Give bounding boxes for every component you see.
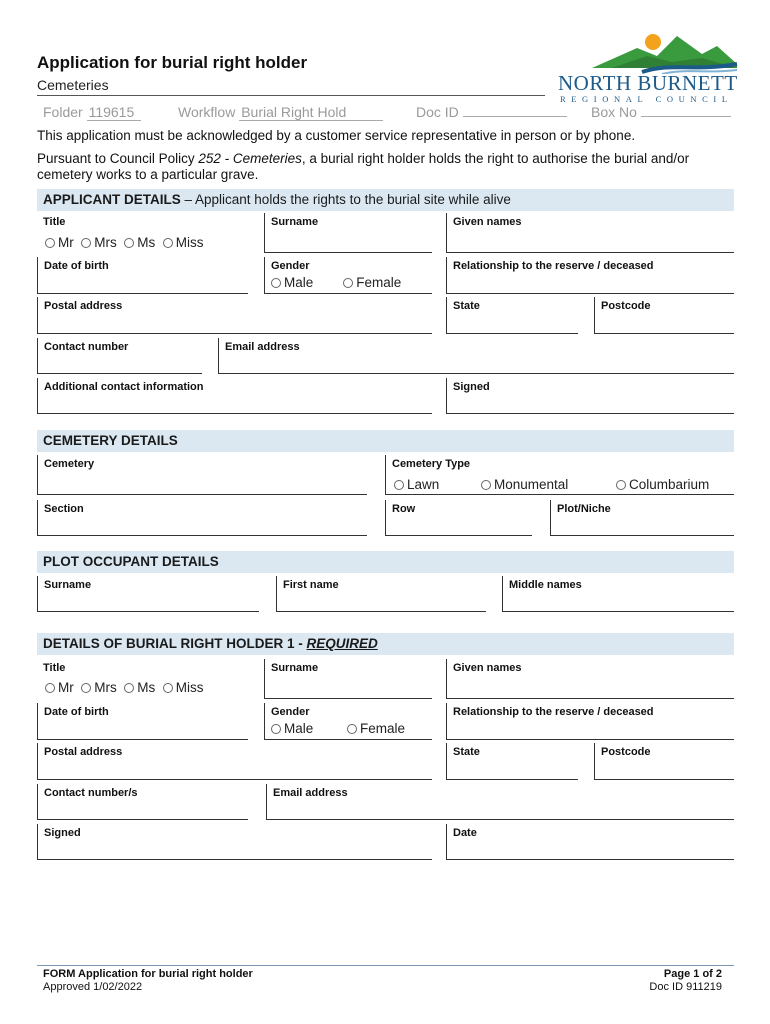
- field-label: Surname: [271, 662, 319, 674]
- field-label: Contact number/s: [44, 787, 138, 799]
- field-label: First name: [283, 579, 339, 591]
- holder-postal-address-field[interactable]: [37, 743, 432, 780]
- radio-male[interactable]: [271, 721, 313, 736]
- field-label: Date: [453, 827, 477, 839]
- field-label: Cemetery: [44, 458, 95, 470]
- radio-icon[interactable]: [271, 278, 281, 288]
- radio-label: Lawn: [407, 477, 440, 492]
- radio-miss[interactable]: [163, 235, 204, 250]
- field-label: Postcode: [601, 746, 651, 758]
- holder-section-header: [37, 633, 734, 655]
- applicant-state-field[interactable]: [446, 297, 578, 334]
- field-label: Relationship to the reserve / deceased: [453, 706, 654, 718]
- field-label: Signed: [44, 827, 81, 839]
- applicant-email-field[interactable]: [218, 338, 734, 374]
- docid-value[interactable]: [463, 116, 567, 117]
- intro-policy: 252 - Cemeteries: [198, 151, 302, 166]
- radio-label: Mr: [58, 235, 74, 250]
- intro-line-2: [37, 151, 689, 167]
- page-title: Application for burial right holder: [37, 53, 308, 72]
- holder-title-radios: [45, 680, 204, 696]
- radio-label: Ms: [137, 235, 156, 250]
- field-label: Given names: [453, 662, 522, 674]
- cemetery-name-field[interactable]: [37, 455, 367, 495]
- radio-miss[interactable]: [163, 680, 204, 695]
- page-subtitle: Cemeteries: [37, 77, 109, 93]
- cemetery-section-header: [37, 430, 734, 452]
- footer-approved: Approved 1/02/2022: [43, 981, 143, 993]
- radio-lawn[interactable]: [394, 477, 439, 492]
- field-label: Given names: [453, 216, 522, 228]
- radio-label: Female: [356, 275, 402, 290]
- mountain-river-logo-icon: [552, 28, 742, 74]
- field-label: Row: [392, 503, 416, 515]
- radio-icon[interactable]: [163, 683, 173, 693]
- holder-given-names-field[interactable]: [446, 659, 734, 699]
- cemetery-type-radios: [394, 477, 439, 493]
- applicant-signed-field[interactable]: [446, 378, 734, 414]
- holder-signed-field[interactable]: [37, 824, 432, 860]
- field-label: Email address: [225, 341, 300, 353]
- intro-line-3: cemetery works to a particular grave.: [37, 167, 259, 182]
- radio-label: Columbarium: [629, 477, 710, 492]
- applicant-surname-field[interactable]: [264, 213, 432, 253]
- council-logo: [552, 28, 742, 110]
- radio-icon[interactable]: [343, 278, 353, 288]
- occupant-heading: PLOT OCCUPANT DETAILS: [43, 554, 219, 569]
- footer-page: Page 1 of 2: [663, 968, 722, 980]
- cemetery-type-radios-2: [481, 477, 568, 493]
- field-label: Email address: [273, 787, 348, 799]
- title-divider: [37, 95, 545, 96]
- field-label: Gender: [271, 706, 310, 718]
- logo-subtitle: REGIONAL COUNCIL: [560, 94, 733, 104]
- holder-heading: DETAILS OF BURIAL RIGHT HOLDER 1 -: [43, 636, 307, 651]
- applicant-note: – Applicant holds the rights to the burial site while alive: [180, 192, 511, 207]
- field-label: Signed: [453, 381, 490, 393]
- footer-left: [43, 968, 253, 994]
- intro-line-1: This application must be acknowledged by a customer service representative in person or by phone.: [37, 128, 636, 143]
- folder-meta: [43, 104, 141, 121]
- applicant-given-names-field[interactable]: [446, 213, 734, 253]
- field-label: Title: [43, 216, 66, 228]
- radio-female[interactable]: [347, 721, 405, 736]
- intro-text-c: , a burial right holder holds the right to authorise the burial and/or: [301, 151, 690, 166]
- field-label: Postal address: [44, 300, 123, 312]
- footer-divider: [37, 965, 734, 966]
- field-label: Plot/Niche: [557, 503, 611, 515]
- logo-name: NORTH BURNETT: [558, 71, 738, 95]
- holder-contact-field[interactable]: [37, 784, 248, 820]
- footer-right: [649, 968, 722, 994]
- radio-ms[interactable]: [124, 235, 155, 250]
- workflow-label: Workflow: [178, 104, 236, 120]
- field-label: Gender: [271, 260, 310, 272]
- field-label: Cemetery Type: [392, 458, 471, 470]
- radio-label: Mr: [58, 680, 74, 695]
- radio-mr[interactable]: [45, 235, 74, 250]
- field-label: Date of birth: [44, 706, 109, 718]
- boxno-value[interactable]: [641, 116, 731, 117]
- footer-docid: Doc ID 911219: [649, 981, 722, 993]
- radio-female[interactable]: [343, 275, 401, 290]
- radio-label: Miss: [175, 680, 204, 695]
- radio-label: Male: [284, 721, 314, 736]
- cemetery-plot-field[interactable]: [550, 500, 734, 536]
- folder-label: Folder: [43, 104, 83, 120]
- radio-mr[interactable]: [45, 680, 74, 695]
- applicant-relationship-field[interactable]: [446, 257, 734, 294]
- field-label: Title: [43, 662, 66, 674]
- occupant-surname-field[interactable]: [37, 576, 259, 612]
- field-label: Additional contact information: [44, 381, 204, 393]
- radio-label: Mrs: [94, 235, 117, 250]
- holder-relationship-field[interactable]: [446, 703, 734, 740]
- holder-surname-field[interactable]: [264, 659, 432, 699]
- required-marker: REQUIRED: [306, 636, 378, 651]
- folder-value[interactable]: 119615: [87, 104, 141, 121]
- applicant-title-radios: [45, 235, 204, 251]
- field-label: Middle names: [509, 579, 582, 591]
- radio-icon[interactable]: [271, 724, 281, 734]
- radio-monumental[interactable]: [481, 477, 568, 492]
- radio-icon[interactable]: [394, 480, 404, 490]
- applicant-section-header: [37, 189, 734, 211]
- radio-icon[interactable]: [347, 724, 357, 734]
- radio-icon[interactable]: [124, 238, 134, 248]
- cemetery-type-radios-3: [616, 477, 709, 493]
- docid-meta: [416, 104, 567, 120]
- radio-icon[interactable]: [81, 238, 91, 248]
- radio-label: Monumental: [494, 477, 569, 492]
- occupant-middle-names-field[interactable]: [502, 576, 734, 612]
- radio-icon[interactable]: [124, 683, 134, 693]
- workflow-meta: [178, 104, 383, 121]
- applicant-heading: APPLICANT DETAILS: [43, 192, 181, 207]
- docid-label: Doc ID: [416, 104, 459, 120]
- radio-icon[interactable]: [81, 683, 91, 693]
- field-label: Surname: [271, 216, 319, 228]
- field-label: Surname: [44, 579, 92, 591]
- boxno-label: Box No: [591, 104, 637, 120]
- radio-icon[interactable]: [45, 238, 55, 248]
- field-label: Contact number: [44, 341, 129, 353]
- holder-gender-radios: [271, 721, 405, 737]
- cemetery-row-field[interactable]: [385, 500, 532, 536]
- field-label: Section: [44, 503, 84, 515]
- radio-mrs[interactable]: [81, 235, 117, 250]
- applicant-gender-radios: [271, 275, 401, 291]
- radio-icon[interactable]: [481, 480, 491, 490]
- cemetery-heading: CEMETERY DETAILS: [43, 433, 178, 448]
- radio-label: Ms: [137, 680, 156, 695]
- radio-icon[interactable]: [45, 683, 55, 693]
- field-label: Postal address: [44, 746, 123, 758]
- footer-form-name: FORM Application for burial right holder: [43, 968, 253, 980]
- intro-text-a: Pursuant to Council Policy: [37, 151, 199, 166]
- field-label: State: [453, 746, 480, 758]
- radio-icon[interactable]: [163, 238, 173, 248]
- field-label: Date of birth: [44, 260, 109, 272]
- holder-date-field[interactable]: [446, 824, 734, 860]
- radio-ms[interactable]: [124, 680, 155, 695]
- cemetery-section-field[interactable]: [37, 500, 367, 536]
- workflow-value[interactable]: Burial Right Hold: [239, 104, 383, 121]
- holder-email-field[interactable]: [266, 784, 734, 820]
- holder-postcode-field[interactable]: [594, 743, 734, 780]
- radio-icon[interactable]: [616, 480, 626, 490]
- occupant-section-header: [37, 551, 734, 573]
- radio-label: Mrs: [94, 680, 117, 695]
- field-label: State: [453, 300, 480, 312]
- radio-mrs[interactable]: [81, 680, 117, 695]
- field-label: Postcode: [601, 300, 651, 312]
- field-label: Relationship to the reserve / deceased: [453, 260, 654, 272]
- applicant-postal-address-field[interactable]: [37, 297, 432, 334]
- radio-label: Female: [360, 721, 406, 736]
- radio-label: Miss: [175, 235, 204, 250]
- radio-male[interactable]: [271, 275, 313, 290]
- holder-state-field[interactable]: [446, 743, 578, 780]
- holder-dob-field[interactable]: [37, 703, 248, 740]
- applicant-additional-info-field[interactable]: [37, 378, 432, 414]
- radio-columbarium[interactable]: [616, 477, 709, 492]
- occupant-first-name-field[interactable]: [276, 576, 486, 612]
- applicant-postcode-field[interactable]: [594, 297, 734, 334]
- radio-label: Male: [284, 275, 314, 290]
- applicant-contact-field[interactable]: [37, 338, 202, 374]
- applicant-dob-field[interactable]: [37, 257, 248, 294]
